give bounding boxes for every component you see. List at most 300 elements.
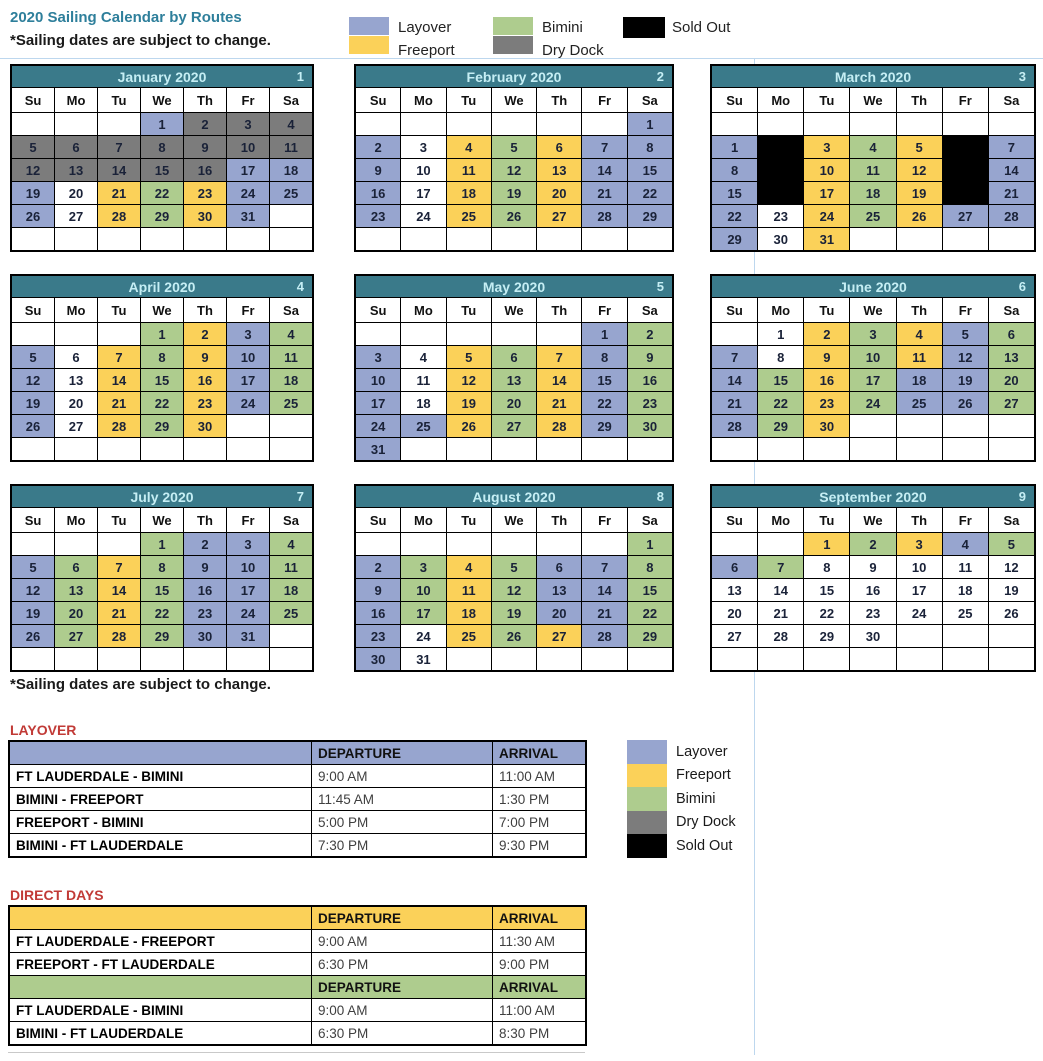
empty-cell <box>98 438 140 460</box>
month-title: September 2020 <box>819 488 927 505</box>
day-cell: 2 <box>628 323 672 345</box>
empty-cell <box>12 113 54 135</box>
month-april-2020 <box>10 274 314 462</box>
day-cell: 24 <box>401 625 445 647</box>
day-cell: 15 <box>628 159 672 181</box>
day-cell: 26 <box>12 205 54 227</box>
day-cell: 13 <box>55 369 97 391</box>
layover-heading: LAYOVER <box>10 722 77 738</box>
empty-cell <box>227 415 269 437</box>
day-cell: 25 <box>270 602 312 624</box>
day-cell: 6 <box>537 556 581 578</box>
day-cell: 26 <box>492 205 536 227</box>
legend-swatch-freeport <box>627 764 667 788</box>
day-cell: 23 <box>850 602 895 624</box>
day-cell: 25 <box>401 415 445 437</box>
day-cell: 29 <box>141 625 183 647</box>
empty-cell <box>537 323 581 345</box>
empty-cell <box>184 228 226 250</box>
route-time-cell: 6:30 PM <box>312 1022 492 1044</box>
empty-cell <box>447 438 491 460</box>
weekday-header: Sa <box>270 508 312 532</box>
weekday-header: Sa <box>989 88 1034 112</box>
empty-cell <box>804 648 849 670</box>
empty-cell <box>758 533 803 555</box>
weekday-header: Th <box>537 508 581 532</box>
day-cell: 19 <box>492 602 536 624</box>
day-cell: 13 <box>55 159 97 181</box>
day-cell: 27 <box>55 625 97 647</box>
month-february-2020 <box>354 64 674 252</box>
legend-label-freeport: Freeport <box>398 42 455 59</box>
page-break-hline <box>0 58 1043 59</box>
table-header-cell: ARRIVAL <box>493 907 585 929</box>
day-cell: 21 <box>582 602 626 624</box>
day-cell: 29 <box>582 415 626 437</box>
empty-cell <box>582 113 626 135</box>
empty-cell <box>897 228 942 250</box>
month-header <box>12 66 312 87</box>
route-time-cell: 9:30 PM <box>493 834 585 856</box>
empty-cell <box>270 205 312 227</box>
day-cell: 28 <box>537 415 581 437</box>
weekday-header: Mo <box>55 88 97 112</box>
empty-cell <box>184 648 226 670</box>
legend-swatch-layover <box>349 17 389 35</box>
empty-cell <box>184 438 226 460</box>
empty-cell <box>55 323 97 345</box>
weekday-header: Sa <box>270 88 312 112</box>
day-cell: 8 <box>758 346 803 368</box>
route-time-cell: 5:00 PM <box>312 811 492 833</box>
calendar-footnote: *Sailing dates are subject to change. <box>10 676 271 693</box>
day-cell: 30 <box>184 625 226 647</box>
day-cell: 14 <box>98 159 140 181</box>
empty-cell <box>712 113 757 135</box>
day-cell: 6 <box>492 346 536 368</box>
month-week-number: 5 <box>656 279 664 294</box>
weekday-header: We <box>492 298 536 322</box>
day-cell: 11 <box>447 579 491 601</box>
day-cell: 22 <box>628 182 672 204</box>
day-cell: 21 <box>712 392 757 414</box>
day-cell: 10 <box>356 369 400 391</box>
empty-cell <box>989 113 1034 135</box>
weekday-header: Su <box>712 88 757 112</box>
day-cell: 16 <box>628 369 672 391</box>
weekday-header: Tu <box>804 508 849 532</box>
day-cell: 30 <box>184 415 226 437</box>
day-cell: 11 <box>447 159 491 181</box>
legend-swatch-bimini <box>493 17 533 35</box>
route-name-cell: FT LAUDERDALE - FREEPORT <box>10 930 311 952</box>
day-cell: 15 <box>141 369 183 391</box>
day-cell: 6 <box>55 556 97 578</box>
month-header <box>712 276 1034 297</box>
day-cell: 7 <box>989 136 1034 158</box>
day-cell: 28 <box>758 625 803 647</box>
day-cell: 3 <box>897 533 942 555</box>
day-cell: 14 <box>582 579 626 601</box>
day-cell: 11 <box>270 556 312 578</box>
empty-cell <box>141 228 183 250</box>
day-cell: 5 <box>897 136 942 158</box>
day-cell: 8 <box>628 136 672 158</box>
month-week-number: 4 <box>296 279 304 294</box>
day-cell: 24 <box>401 205 445 227</box>
day-cell: 14 <box>537 369 581 391</box>
day-cell: 18 <box>270 579 312 601</box>
day-cell: 16 <box>758 182 803 204</box>
month-title: July 2020 <box>130 488 194 505</box>
day-cell: 3 <box>227 323 269 345</box>
day-cell: 17 <box>850 369 895 391</box>
weekday-header: Fr <box>582 298 626 322</box>
empty-cell <box>850 648 895 670</box>
legend-label-layover: Layover <box>676 743 728 760</box>
day-cell: 4 <box>270 323 312 345</box>
empty-cell <box>447 323 491 345</box>
day-cell: 17 <box>401 602 445 624</box>
day-cell: 19 <box>447 392 491 414</box>
day-cell: 17 <box>401 182 445 204</box>
route-time-cell: 8:30 PM <box>493 1022 585 1044</box>
day-cell: 2 <box>184 323 226 345</box>
weekday-header: Mo <box>401 298 445 322</box>
day-cell: 8 <box>712 159 757 181</box>
day-cell: 16 <box>356 602 400 624</box>
weekday-header: Su <box>712 508 757 532</box>
day-cell: 30 <box>758 228 803 250</box>
route-time-cell: 7:30 PM <box>312 834 492 856</box>
day-cell: 11 <box>850 159 895 181</box>
day-cell: 2 <box>804 323 849 345</box>
weekday-header: Th <box>184 508 226 532</box>
empty-cell <box>227 438 269 460</box>
weekday-header: Mo <box>55 298 97 322</box>
empty-cell <box>492 533 536 555</box>
day-cell: 5 <box>492 556 536 578</box>
weekday-header: Sa <box>628 508 672 532</box>
day-cell: 18 <box>850 182 895 204</box>
month-week-number: 8 <box>656 489 664 504</box>
day-cell: 1 <box>582 323 626 345</box>
empty-cell <box>537 648 581 670</box>
side-legend-item <box>627 811 736 835</box>
legend-side <box>627 740 736 858</box>
day-cell: 6 <box>55 346 97 368</box>
day-cell: 10 <box>227 556 269 578</box>
day-cell: 27 <box>537 205 581 227</box>
month-week-number: 2 <box>656 69 664 84</box>
month-week-number: 1 <box>296 69 304 84</box>
empty-cell <box>492 228 536 250</box>
day-cell: 11 <box>897 346 942 368</box>
day-cell: 12 <box>447 369 491 391</box>
weekday-header: Th <box>184 298 226 322</box>
empty-cell <box>401 438 445 460</box>
day-cell: 4 <box>401 346 445 368</box>
legend-label-dry-dock: Dry Dock <box>676 814 736 831</box>
day-cell: 20 <box>712 602 757 624</box>
weekday-header: Su <box>12 508 54 532</box>
empty-cell <box>897 438 942 460</box>
empty-cell <box>356 113 400 135</box>
empty-cell <box>98 648 140 670</box>
day-cell: 22 <box>141 182 183 204</box>
month-header <box>356 276 672 297</box>
day-cell: 4 <box>270 533 312 555</box>
day-cell: 5 <box>989 533 1034 555</box>
month-header <box>12 486 312 507</box>
day-cell: 20 <box>55 602 97 624</box>
day-cell: 5 <box>492 136 536 158</box>
empty-cell <box>98 113 140 135</box>
day-cell: 27 <box>712 625 757 647</box>
day-cell: 3 <box>227 113 269 135</box>
day-cell: 29 <box>141 205 183 227</box>
weekday-header: Mo <box>758 298 803 322</box>
day-cell: 19 <box>12 182 54 204</box>
day-cell: 14 <box>582 159 626 181</box>
weekday-header: We <box>850 508 895 532</box>
route-header-spacer <box>10 907 311 929</box>
empty-cell <box>943 228 988 250</box>
route-header-spacer <box>10 742 311 764</box>
route-name-cell: BIMINI - FREEPORT <box>10 788 311 810</box>
empty-cell <box>850 438 895 460</box>
empty-cell <box>712 533 757 555</box>
day-cell: 3 <box>850 323 895 345</box>
day-cell: 4 <box>897 323 942 345</box>
table-header-cell: DEPARTURE <box>312 976 492 998</box>
empty-cell <box>55 228 97 250</box>
day-cell: 17 <box>227 369 269 391</box>
day-cell: 2 <box>758 136 803 158</box>
day-cell: 27 <box>989 392 1034 414</box>
empty-cell <box>98 533 140 555</box>
day-cell: 21 <box>98 392 140 414</box>
empty-cell <box>141 648 183 670</box>
month-header <box>356 486 672 507</box>
table-header-cell: DEPARTURE <box>312 742 492 764</box>
day-cell: 28 <box>582 625 626 647</box>
table-header-cell: ARRIVAL <box>493 976 585 998</box>
day-cell: 2 <box>184 113 226 135</box>
empty-cell <box>98 228 140 250</box>
route-time-cell: 7:00 PM <box>493 811 585 833</box>
day-cell: 12 <box>492 579 536 601</box>
empty-cell <box>356 533 400 555</box>
empty-cell <box>989 438 1034 460</box>
day-cell: 26 <box>989 602 1034 624</box>
month-january-2020 <box>10 64 314 252</box>
empty-cell <box>227 228 269 250</box>
month-may-2020 <box>354 274 674 462</box>
empty-cell <box>943 415 988 437</box>
day-cell: 28 <box>989 205 1034 227</box>
day-cell: 14 <box>98 369 140 391</box>
route-name-cell: FT LAUDERDALE - BIMINI <box>10 765 311 787</box>
side-legend-item <box>627 787 736 811</box>
day-cell: 23 <box>184 392 226 414</box>
empty-cell <box>943 438 988 460</box>
day-cell: 25 <box>270 182 312 204</box>
weekday-header: We <box>492 508 536 532</box>
legend-swatch-sold-out <box>627 834 667 858</box>
day-cell: 9 <box>758 159 803 181</box>
day-cell: 3 <box>227 533 269 555</box>
empty-cell <box>401 323 445 345</box>
day-cell: 17 <box>227 579 269 601</box>
day-cell: 11 <box>270 346 312 368</box>
day-cell: 24 <box>227 392 269 414</box>
day-cell: 20 <box>537 182 581 204</box>
day-cell: 28 <box>98 415 140 437</box>
day-cell: 8 <box>141 556 183 578</box>
day-cell: 16 <box>184 369 226 391</box>
weekday-header: Th <box>537 88 581 112</box>
legend-swatch-dry-dock <box>493 36 533 54</box>
empty-cell <box>12 438 54 460</box>
day-cell: 10 <box>227 346 269 368</box>
empty-cell <box>55 438 97 460</box>
day-cell: 20 <box>55 182 97 204</box>
empty-cell <box>537 533 581 555</box>
day-cell: 29 <box>712 228 757 250</box>
day-cell: 22 <box>141 602 183 624</box>
day-cell: 18 <box>401 392 445 414</box>
empty-cell <box>55 533 97 555</box>
day-cell: 21 <box>537 392 581 414</box>
day-cell: 26 <box>492 625 536 647</box>
day-cell: 24 <box>850 392 895 414</box>
empty-cell <box>447 228 491 250</box>
day-cell: 18 <box>270 159 312 181</box>
month-header <box>12 276 312 297</box>
day-cell: 2 <box>356 136 400 158</box>
weekday-header: Mo <box>758 508 803 532</box>
weekday-header: We <box>850 298 895 322</box>
weekday-header: Fr <box>943 88 988 112</box>
day-cell: 9 <box>184 556 226 578</box>
weekday-header: We <box>141 88 183 112</box>
day-cell: 2 <box>850 533 895 555</box>
empty-cell <box>628 648 672 670</box>
day-cell: 3 <box>401 136 445 158</box>
empty-cell <box>758 438 803 460</box>
day-cell: 19 <box>897 182 942 204</box>
month-june-2020 <box>710 274 1036 462</box>
month-title: August 2020 <box>472 488 556 505</box>
day-cell: 8 <box>141 346 183 368</box>
weekday-header: Fr <box>582 88 626 112</box>
month-title: March 2020 <box>834 68 912 85</box>
empty-cell <box>55 113 97 135</box>
empty-cell <box>850 113 895 135</box>
day-cell: 10 <box>401 579 445 601</box>
day-cell: 27 <box>537 625 581 647</box>
day-cell: 3 <box>401 556 445 578</box>
weekday-header: Fr <box>582 508 626 532</box>
day-cell: 18 <box>897 369 942 391</box>
day-cell: 6 <box>55 136 97 158</box>
route-header-spacer <box>10 976 311 998</box>
weekday-header: We <box>141 298 183 322</box>
empty-cell <box>804 438 849 460</box>
weekday-header: Th <box>897 88 942 112</box>
day-cell: 31 <box>401 648 445 670</box>
day-cell: 3 <box>804 136 849 158</box>
day-cell: 13 <box>55 579 97 601</box>
weekday-header: Sa <box>270 298 312 322</box>
day-cell: 25 <box>850 205 895 227</box>
legend-swatch-bimini <box>627 787 667 811</box>
day-cell: 16 <box>184 579 226 601</box>
day-cell: 1 <box>804 533 849 555</box>
day-cell: 9 <box>628 346 672 368</box>
empty-cell <box>98 323 140 345</box>
empty-cell <box>804 113 849 135</box>
empty-cell <box>582 438 626 460</box>
day-cell: 24 <box>227 602 269 624</box>
day-cell: 19 <box>943 369 988 391</box>
empty-cell <box>141 438 183 460</box>
weekday-header: Sa <box>989 298 1034 322</box>
route-time-cell: 11:00 AM <box>493 999 585 1021</box>
day-cell: 21 <box>582 182 626 204</box>
empty-cell <box>270 648 312 670</box>
legend-swatch-dry-dock <box>627 811 667 835</box>
day-cell: 12 <box>989 556 1034 578</box>
empty-cell <box>897 113 942 135</box>
day-cell: 23 <box>628 392 672 414</box>
day-cell: 22 <box>712 205 757 227</box>
day-cell: 10 <box>897 556 942 578</box>
day-cell: 25 <box>270 392 312 414</box>
empty-cell <box>356 323 400 345</box>
day-cell: 15 <box>758 369 803 391</box>
day-cell: 30 <box>804 415 849 437</box>
day-cell: 19 <box>12 602 54 624</box>
empty-cell <box>897 625 942 647</box>
route-name-cell: BIMINI - FT LAUDERDALE <box>10 834 311 856</box>
day-cell: 15 <box>582 369 626 391</box>
day-cell: 1 <box>141 533 183 555</box>
weekday-header: Tu <box>447 508 491 532</box>
day-cell: 7 <box>712 346 757 368</box>
day-cell: 13 <box>989 346 1034 368</box>
day-cell: 26 <box>897 205 942 227</box>
day-cell: 19 <box>492 182 536 204</box>
empty-cell <box>537 438 581 460</box>
day-cell: 15 <box>628 579 672 601</box>
empty-cell <box>850 415 895 437</box>
day-cell: 27 <box>55 205 97 227</box>
direct-days-heading: DIRECT DAYS <box>10 887 104 903</box>
empty-cell <box>628 228 672 250</box>
day-cell: 9 <box>356 579 400 601</box>
day-cell: 12 <box>492 159 536 181</box>
day-cell: 27 <box>55 415 97 437</box>
day-cell: 12 <box>12 579 54 601</box>
day-cell: 21 <box>98 182 140 204</box>
day-cell: 11 <box>943 556 988 578</box>
route-time-cell: 9:00 AM <box>312 930 492 952</box>
day-cell: 10 <box>227 136 269 158</box>
day-cell: 18 <box>447 602 491 624</box>
day-cell: 25 <box>897 392 942 414</box>
